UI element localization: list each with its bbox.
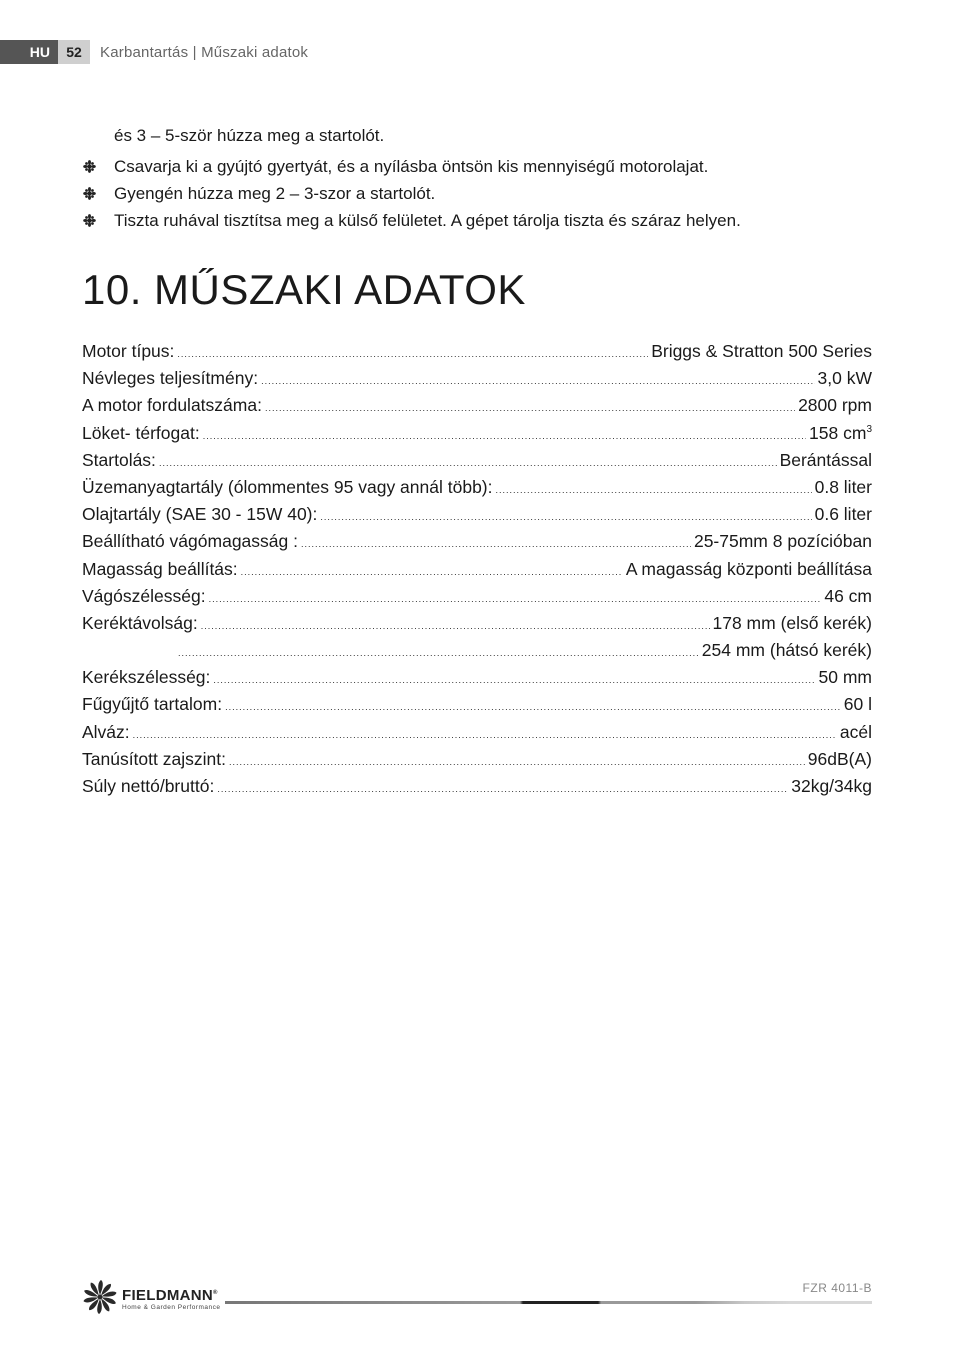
spec-value: 3,0 kW: [817, 368, 872, 389]
spec-value: acél: [839, 721, 872, 742]
spec-row: [82, 773, 872, 800]
spec-row: [82, 447, 872, 474]
spec-label: Beállítható vágómagasság :: [82, 531, 298, 552]
dot-leader: [201, 613, 710, 640]
dot-leader: [320, 504, 811, 531]
spec-row: [82, 583, 872, 610]
spec-value: 0.6 liter: [814, 504, 872, 525]
dot-leader: [496, 477, 812, 504]
fieldmann-logo: [82, 1279, 220, 1320]
spec-value: 158 cm: [809, 422, 867, 443]
spec-row: [82, 392, 872, 419]
spec-label: Olajtartály (SAE 30 - 15W 40):: [82, 504, 318, 525]
dot-leader: [209, 586, 822, 613]
spec-label: Vágószélesség:: [82, 585, 206, 606]
dot-leader: [265, 395, 795, 422]
spec-row: [82, 746, 872, 773]
brand-tagline: Home & Garden Performance: [122, 1303, 221, 1311]
spec-row: [82, 556, 872, 583]
dot-leader: [177, 341, 648, 368]
spec-row: [82, 691, 872, 718]
bullet-text: Tiszta ruhával tisztítsa meg a külső felületet. A gépet tárolja tiszta és száraz helyen.: [114, 210, 741, 230]
spec-value: Briggs & Stratton 500 Series: [651, 341, 872, 361]
bullet-text: Csavarja ki a gyújtó gyertyát, és a nyílásba öntsön kis mennyiségű motorolajat.: [114, 156, 709, 176]
continuation-text: és 3 – 5-ször húzza meg a startolót.: [114, 126, 385, 145]
dot-leader: [213, 667, 815, 694]
spec-table: [82, 338, 872, 800]
spec-value: 46 cm: [824, 585, 872, 606]
spec-label: A motor fordulatszáma:: [82, 395, 262, 416]
section-heading: 10. MŰSZAKI ADATOK: [82, 266, 526, 313]
dot-leader: [159, 450, 777, 477]
flower-bullet-icon: [82, 214, 96, 228]
superscript: 3: [866, 423, 872, 435]
spec-value: 32kg/34kg: [791, 776, 872, 796]
dot-leader: [261, 368, 814, 395]
spec-row: [82, 501, 872, 528]
dot-leader: [301, 531, 691, 558]
footer-divider: [225, 1301, 872, 1304]
spec-label: Fűgyűjtő tartalom:: [82, 694, 223, 715]
spec-label: Súly nettó/bruttó:: [82, 776, 215, 796]
brand-name: [122, 1288, 220, 1303]
spec-row: [82, 528, 872, 555]
spec-value: 0.8 liter: [814, 476, 872, 497]
spec-label: Motor típus:: [82, 341, 175, 361]
spec-row: [82, 420, 872, 447]
spec-row: [82, 338, 872, 365]
spec-row: [82, 719, 872, 746]
language-badge: HU: [0, 40, 58, 64]
bullet-item: [82, 207, 741, 234]
spec-label: Keréktávolság:: [82, 612, 198, 633]
dot-leader: [203, 423, 806, 450]
flower-bullet-icon: [82, 160, 96, 174]
dot-leader: [217, 776, 788, 803]
spec-value: A magasság központi beállítása: [625, 558, 872, 579]
bullet-text: Gyengén húzza meg 2 – 3-szor a startolót.: [114, 183, 436, 203]
spec-label: Névleges teljesítmény:: [82, 368, 259, 389]
spec-label: Üzemanyagtartály (ólommentes 95 vagy annál több):: [82, 476, 493, 497]
dot-leader: [229, 749, 805, 776]
spec-label: Alváz:: [82, 721, 130, 742]
spec-value: 50 mm: [818, 667, 872, 688]
dot-leader: [178, 640, 699, 667]
page-number: 52: [58, 40, 90, 64]
dot-leader: [225, 694, 841, 721]
dot-leader: [241, 559, 623, 586]
maintenance-bullet-list: [82, 153, 741, 234]
spec-row: [82, 664, 872, 691]
fieldmann-flower-logo-icon: [82, 1279, 118, 1320]
spec-value: Berántással: [779, 449, 872, 470]
bullet-item: [82, 180, 741, 207]
spec-value-wrapper: [809, 420, 872, 447]
logo-text: [122, 1288, 220, 1312]
spec-label: Tanúsított zajszint:: [82, 748, 226, 769]
spec-row: [82, 474, 872, 501]
bullet-item: [82, 153, 741, 180]
brand-name-text: FIELDMANN: [122, 1286, 214, 1304]
spec-value: 178 mm (első kerék): [712, 612, 872, 633]
spec-row: [82, 610, 872, 637]
trademark: ®: [213, 1289, 218, 1296]
flower-bullet-icon: [82, 187, 96, 201]
spec-label: Startolás:: [82, 449, 156, 470]
spec-label: Magasság beállítás:: [82, 558, 238, 579]
spec-value: 60 l: [843, 694, 872, 715]
spec-label: Kerékszélesség:: [82, 667, 211, 688]
page-header: [0, 40, 308, 64]
spec-row: [82, 637, 872, 664]
spec-value: 96dB(A): [807, 748, 872, 769]
spec-row: [82, 365, 872, 392]
section-title: Karbantartás | Műszaki adatok: [100, 43, 309, 61]
model-number: FZR 4011-B: [802, 1281, 872, 1295]
dot-leader: [133, 722, 837, 749]
spec-value: 25-75mm 8 pozícióban: [693, 531, 872, 552]
spec-value: 254 mm (hátsó kerék): [701, 640, 872, 661]
spec-value: 2800 rpm: [798, 395, 872, 416]
spec-label: Löket- térfogat:: [82, 422, 200, 443]
